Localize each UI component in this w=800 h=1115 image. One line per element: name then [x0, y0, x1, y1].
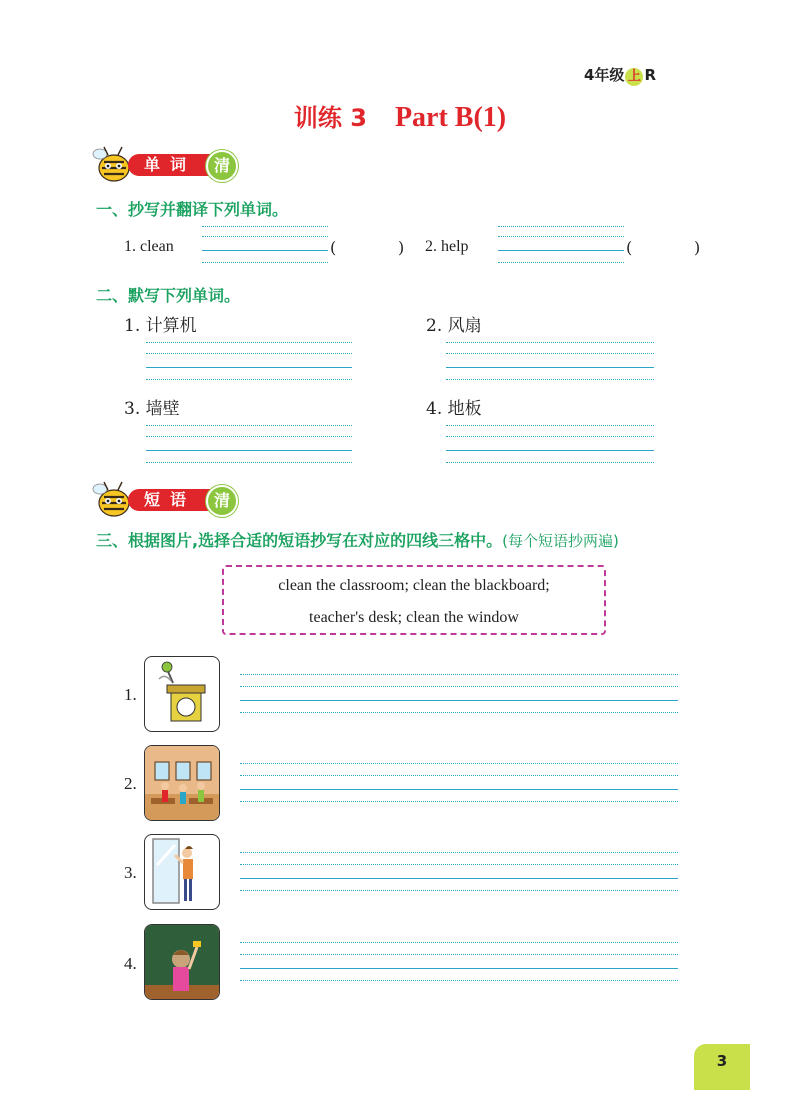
section2-heading: 二、默写下列单词。 [96, 286, 241, 305]
section1-item-2-label: 2. help [425, 238, 469, 255]
phrases-section-badge [90, 485, 250, 513]
section2-item-4-writing-lines[interactable] [446, 425, 654, 465]
teacher-desk-picture [144, 656, 220, 732]
picture-item-1-number: 1. [124, 685, 137, 704]
window-cleaning-picture [144, 834, 220, 910]
section3-heading [96, 528, 619, 551]
section2-item-3-writing-lines[interactable] [146, 425, 352, 465]
phrase-bank-row-1: clean the classroom; clean the blackboard; [278, 577, 550, 594]
section1-item-1-paren-close: ) [398, 238, 405, 257]
grade-suffix: R [644, 66, 656, 84]
blackboard-cleaning-picture [144, 924, 220, 1000]
section1-heading: 一、抄写并翻译下列单词。 [96, 200, 289, 219]
phrases-badge-tag: 清 [206, 485, 238, 517]
section2-item-4-label: 4. 地板 [426, 399, 482, 419]
classroom-cleaning-picture [144, 745, 220, 821]
words-badge-label: 单词 [128, 154, 212, 176]
grade-term-badge: 上 [625, 68, 643, 86]
section1-item-1-writing-lines[interactable] [202, 226, 328, 266]
section1-item-1-paren-open: ( [330, 238, 337, 257]
section2-item-3-label: 3. 墙壁 [124, 399, 180, 419]
phrase-bank-row-2: teacher's desk; clean the window [309, 609, 519, 626]
grade-label [584, 64, 656, 86]
picture-item-4-number: 4. [124, 954, 137, 973]
phrase-word-bank [222, 565, 606, 635]
section2-item-2-label: 2. 风扇 [426, 316, 482, 336]
section3-instruction: 三、根据图片,选择合适的短语抄写在对应的四线三格中。 [96, 531, 503, 550]
section1-item-1-label: 1. clean [124, 238, 174, 255]
section2-item-1-label: 1. 计算机 [124, 316, 197, 336]
picture-item-3-writing-lines[interactable] [240, 852, 678, 892]
section2-item-2-writing-lines[interactable] [446, 342, 654, 382]
picture-item-4-writing-lines[interactable] [240, 942, 678, 982]
picture-item-2-writing-lines[interactable] [240, 763, 678, 803]
section1-item-2-writing-lines[interactable] [498, 226, 624, 266]
picture-item-1-writing-lines[interactable] [240, 674, 678, 714]
lesson-number: 训练 3 [293, 104, 367, 132]
phrases-badge-label: 短语 [128, 489, 212, 511]
grade-prefix: 4年级 [584, 66, 625, 84]
page-title [0, 98, 800, 134]
picture-item-2-number: 2. [124, 774, 137, 793]
words-badge-tag: 清 [206, 150, 238, 182]
picture-item-3-number: 3. [124, 863, 137, 882]
section1-item-2-paren-open: ( [626, 238, 633, 257]
lesson-part: Part B(1) [394, 102, 507, 133]
words-section-badge [90, 150, 250, 178]
section2-item-1-writing-lines[interactable] [146, 342, 352, 382]
section1-item-2-paren-close: ) [694, 238, 701, 257]
section3-note: (每个短语抄两遍) [502, 532, 619, 550]
page-number: 3 [694, 1044, 750, 1090]
